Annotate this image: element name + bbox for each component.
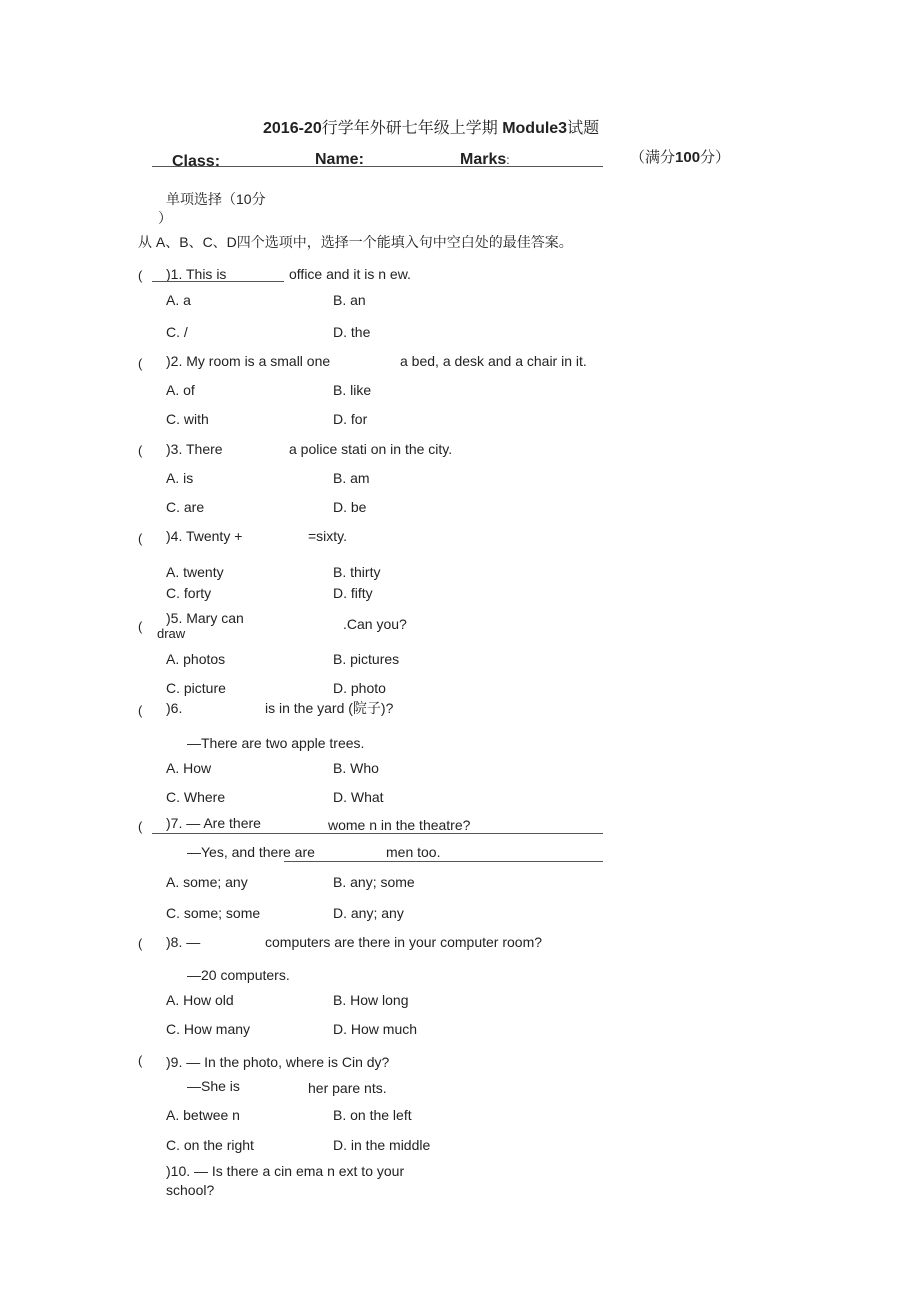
q5-paren: (: [138, 619, 143, 634]
q9-answer-end: her pare nts.: [308, 1080, 387, 1096]
q5-stem-end: .Can you?: [343, 616, 407, 632]
q7-stem: )7. — Are there: [166, 815, 261, 831]
q8-stem-end: computers are there in your computer room?: [265, 934, 543, 950]
q7-answer-end: men too.: [386, 844, 441, 860]
q5-option-d: D. photo: [333, 680, 386, 696]
header-underline: [152, 166, 603, 167]
q1-option-b: B. an: [333, 292, 366, 308]
q8-option-a: A. How old: [166, 992, 234, 1008]
q3-option-d: D. be: [333, 499, 367, 515]
q3-stem-end: a police stati on in the city.: [289, 441, 453, 457]
class-label: Class:: [172, 153, 221, 170]
q2-option-b: B. like: [333, 382, 372, 398]
q8-option-d: D. How much: [333, 1021, 418, 1037]
q4-option-c: C. forty: [166, 585, 212, 601]
q6-stem-end: is in the yard (院子)?: [265, 700, 394, 716]
q8-option-b: B. How long: [333, 992, 409, 1008]
q9-option-a: A. betwee n: [166, 1107, 240, 1123]
q7-option-d: D. any; any: [333, 905, 404, 921]
q3-option-c: C. are: [166, 499, 205, 515]
q9-option-b: B. on the left: [333, 1107, 412, 1123]
q1-stem-end: office and it is n ew.: [289, 266, 411, 282]
q1-stem: )1. This is: [166, 266, 227, 282]
page-title: [263, 119, 599, 138]
q2-paren: (: [138, 356, 143, 371]
q5-option-c: C. picture: [166, 680, 226, 696]
q8-paren: (: [138, 936, 143, 951]
q7-paren: (: [138, 819, 143, 834]
q2-stem: )2. My room is a small one: [166, 353, 331, 369]
title-module: Module3: [502, 120, 568, 137]
q6-answer: —There are two apple trees.: [187, 735, 365, 751]
title-suffix: 试题: [567, 120, 600, 137]
q4-stem: )4. Twenty +: [166, 528, 243, 544]
q2-option-a: A. of: [166, 382, 195, 398]
q7-option-c: C. some; some: [166, 905, 261, 921]
q1-paren: (: [138, 268, 143, 283]
q2-option-d: D. for: [333, 411, 368, 427]
q10-stem: )10. — Is there a cin ema n ext to your: [166, 1163, 405, 1179]
q3-stem: )3. There: [166, 441, 223, 457]
q2-stem-end: a bed, a desk and a chair in it.: [400, 353, 587, 369]
q1-option-c: C. /: [166, 324, 188, 340]
section-heading: 单项选择（10分: [166, 191, 266, 207]
q2-option-c: C. with: [166, 411, 209, 427]
title-mid: 行学年外研七年级上学期: [321, 120, 498, 137]
q4-paren: (: [138, 531, 143, 546]
q6-option-d: D. What: [333, 789, 384, 805]
q8-option-c: C. How many: [166, 1021, 251, 1037]
q5-option-b: B. pictures: [333, 651, 400, 667]
q7-answer-underline: [284, 861, 603, 862]
q5-stem: )5. Mary can: [166, 610, 244, 626]
q6-option-a: A. How: [166, 760, 212, 776]
q4-option-a: A. twenty: [166, 564, 224, 580]
q8-answer: —20 computers.: [187, 967, 290, 983]
q9-stem: )9. — In the photo, where is Cin dy?: [166, 1054, 390, 1070]
q3-option-b: B. am: [333, 470, 370, 486]
q1-option-a: A. a: [166, 292, 191, 308]
q6-stem: )6.: [166, 700, 183, 716]
q9-paren: (: [138, 1053, 143, 1068]
q6-paren: (: [138, 703, 143, 718]
section-heading-close: ）: [158, 210, 172, 226]
q8-stem: )8. —: [166, 934, 201, 950]
name-label: Name:: [315, 151, 364, 168]
q4-option-d: D. fifty: [333, 585, 373, 601]
q7-stem-underline: [152, 833, 603, 834]
q7-option-a: A. some; any: [166, 874, 248, 890]
q7-option-b: B. any; some: [333, 874, 415, 890]
q3-paren: (: [138, 443, 143, 458]
q9-option-c: C. on the right: [166, 1137, 254, 1153]
marks-label: Marks:: [460, 151, 510, 168]
q10-stem-wrap: school?: [166, 1182, 215, 1198]
q9-option-d: D. in the middle: [333, 1137, 431, 1153]
q5-option-a: A. photos: [166, 651, 226, 667]
q6-option-c: C. Where: [166, 789, 226, 805]
full-score: （满分100分）: [630, 149, 731, 166]
q4-stem-end: =sixty.: [308, 528, 348, 544]
q3-option-a: A. is: [166, 470, 194, 486]
q1-option-d: D. the: [333, 324, 371, 340]
q1-blank: [152, 281, 284, 282]
q9-answer: —She is: [187, 1078, 240, 1094]
q5-stem-wrap: draw: [157, 626, 186, 641]
q6-option-b: B. Who: [333, 760, 379, 776]
section-instruction: 从 A、B、C、D四个选项中，选择一个能填入句中空白处的最佳答案。: [138, 234, 573, 250]
q4-option-b: B. thirty: [333, 564, 381, 580]
q7-stem-end: wome n in the theatre?: [328, 817, 471, 833]
q7-answer: —Yes, and there are: [187, 844, 315, 860]
title-year: 2016-20: [263, 120, 322, 137]
